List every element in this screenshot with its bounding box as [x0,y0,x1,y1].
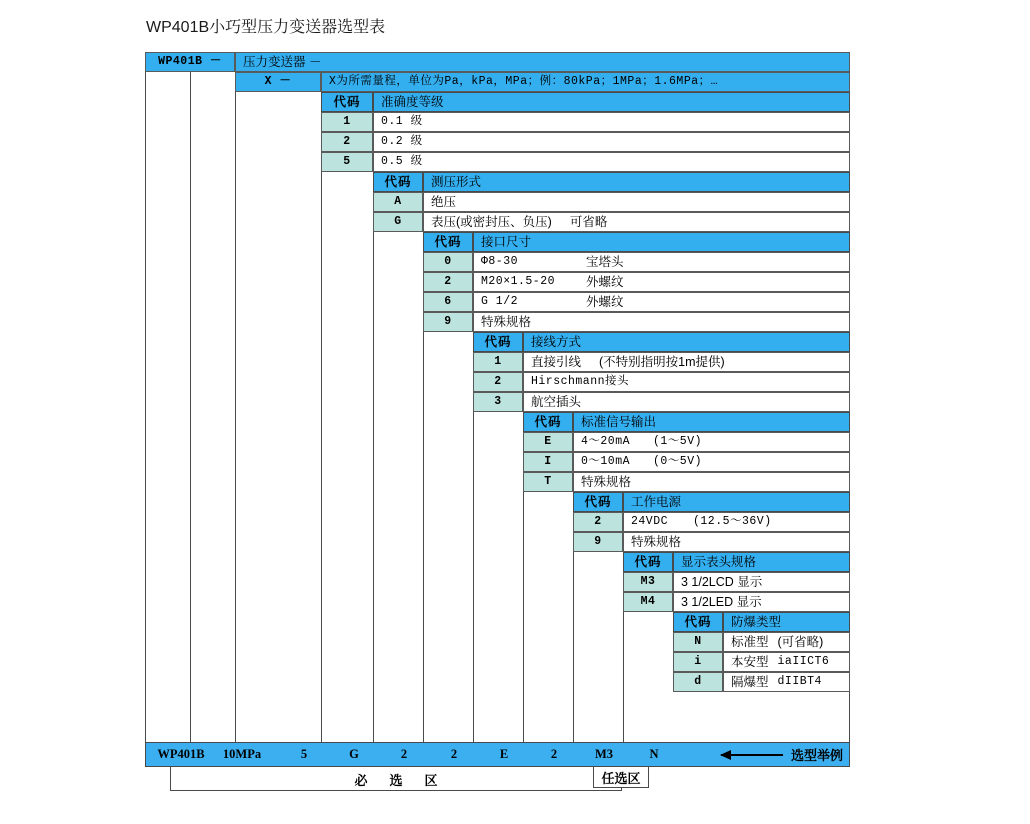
connector-line-interface [373,232,374,742]
cell-range-desc: X为所需量程，单位为Pa，kPa，MPa；例：80kPa；1MPa；1.6MPa；… [321,72,850,92]
header-code-wiring: 代码 [473,332,523,352]
option-desc: 0.5 级 [373,152,850,172]
option-desc: M20×1.5-20 外螺纹 [473,272,850,292]
option-desc: 0～10mA (0～5V) [573,452,850,472]
option-row-display-1 [623,572,850,592]
option-note: 外螺纹 [586,295,624,309]
option-row-presstype-2 [373,212,850,232]
connector-line-power [523,492,524,742]
option-desc: Hirschmann接头 [523,372,850,392]
header-code-pressure-type: 代码 [373,172,423,192]
option-desc: G 1/2 外螺纹 [473,292,850,312]
option-note: 外螺纹 [586,275,624,289]
header-code-interface: 代码 [423,232,473,252]
group-header-accuracy [321,92,850,112]
example-value-presstype: G [349,747,359,761]
connector-line-prefix [145,72,146,742]
header-title-wiring: 接线方式 [523,332,850,352]
option-desc: 航空插头 [523,392,850,412]
option-desc: 标准型 (可省略) [723,632,850,652]
row-model-prefix [145,52,850,72]
option-note: 可省略 [569,215,608,229]
option-desc: 直接引线 (不特别指明按1m提供) [523,352,850,372]
option-code: 2 [573,512,623,532]
option-code: 9 [423,312,473,332]
group-header-wiring [473,332,850,352]
option-row-accuracy-3 [321,152,850,172]
option-desc: 特殊规格 [623,532,850,552]
option-row-presstype-1 [373,192,850,212]
header-code-display: 代码 [623,552,673,572]
option-code: i [673,652,723,672]
option-note: (1～5V) [653,435,703,448]
example-note [721,743,843,766]
group-header-interface-size [423,232,850,252]
option-desc: 本安型 iaIICT6 [723,652,850,672]
connector-line-accuracy [235,92,236,742]
option-code: 9 [573,532,623,552]
option-note: iaIICT6 [777,655,830,668]
option-desc: 24VDC (12.5～36V) [623,512,850,532]
option-desc: 特殊规格 [473,312,850,332]
header-title-explosion: 防爆类型 [723,612,850,632]
option-row-explosion-3 [673,672,850,692]
option-code: N [673,632,723,652]
connector-line-explosion [623,612,624,742]
example-note-label: 选型举例 [790,748,843,763]
option-desc: 特殊规格 [573,472,850,492]
page-title: WP401B小巧型压力变送器选型表 [146,19,386,36]
example-value-accuracy: 5 [300,747,308,761]
option-code: d [673,672,723,692]
connector-line-signal [473,412,474,742]
cell-model-prefix-desc: 压力变送器 － [235,52,850,72]
option-row-accuracy-2 [321,132,850,152]
option-code: 2 [321,132,373,152]
option-desc: 4～20mA (1～5V) [573,432,850,452]
option-code: G [373,212,423,232]
option-code: I [523,452,573,472]
option-code: 2 [423,272,473,292]
option-row-display-2 [623,592,850,612]
option-code: 0 [423,252,473,272]
option-desc: 3 1/2LED 显示 [673,592,850,612]
option-row-power-2 [573,532,850,552]
group-header-pressure-type [373,172,850,192]
header-title-signal: 标准信号输出 [573,412,850,432]
row-range [235,72,850,92]
option-row-accuracy-1 [321,112,850,132]
option-row-interface-4 [423,312,850,332]
header-code-power: 代码 [573,492,623,512]
example-value-interface: 2 [400,747,408,761]
optional-label: 任选区 [593,766,649,788]
group-header-display-head [623,552,850,572]
header-code-explosion: 代码 [673,612,723,632]
option-row-wiring-2 [473,372,850,392]
connector-line-display [573,552,574,742]
option-desc: 绝压 [423,192,850,212]
example-row [145,742,850,767]
option-code: 6 [423,292,473,312]
option-note: (可省略) [777,635,824,649]
option-code: E [523,432,573,452]
left-arrow-icon [721,754,783,756]
example-value-model: WP401B [157,747,205,761]
connector-line-wiring [423,332,424,742]
example-value-explosion: N [649,747,659,761]
option-row-wiring-3 [473,392,850,412]
option-note: 宝塔头 [586,255,624,269]
option-code: M3 [623,572,673,592]
option-row-signal-2 [523,452,850,472]
option-code: T [523,472,573,492]
option-code: M4 [623,592,673,612]
option-code: 5 [321,152,373,172]
example-value-signal: E [499,747,509,761]
option-desc: 表压(或密封压、负压) 可省略 [423,212,850,232]
group-header-power-supply [573,492,850,512]
option-note: (12.5～36V) [693,515,772,528]
model-code-chart [145,52,850,732]
option-desc: 隔爆型 dIIBT4 [723,672,850,692]
mandatory-label: 必选区 [354,773,460,788]
header-title-display: 显示表头规格 [673,552,850,572]
option-row-signal-1 [523,432,850,452]
group-header-signal-output [523,412,850,432]
option-desc: 0.1 级 [373,112,850,132]
connector-line-range [190,72,191,742]
connector-line-presstype [321,172,322,742]
option-note: (不特别指明按1m提供) [599,355,725,369]
option-row-wiring-1 [473,352,850,372]
option-code: 2 [473,372,523,392]
option-row-interface-2 [423,272,850,292]
group-header-explosion-proof [673,612,850,632]
option-desc: 3 1/2LCD 显示 [673,572,850,592]
option-desc: 0.2 级 [373,132,850,152]
cell-range-code: X － [235,72,321,92]
cell-model-prefix-code: WP401B － [145,52,235,72]
option-desc: Φ8-30 宝塔头 [473,252,850,272]
header-code-accuracy: 代码 [321,92,373,112]
option-note: (0～5V) [653,455,703,468]
example-value-range: 10MPa [222,747,262,761]
option-code: A [373,192,423,212]
header-code-signal: 代码 [523,412,573,432]
option-row-signal-3 [523,472,850,492]
option-code: 1 [473,352,523,372]
option-row-explosion-1 [673,632,850,652]
option-row-interface-3 [423,292,850,312]
option-row-explosion-2 [673,652,850,672]
example-value-display: M3 [594,747,614,761]
header-title-accuracy: 准确度等级 [373,92,850,112]
option-row-power-1 [573,512,850,532]
option-note: dIIBT4 [777,675,822,688]
header-title-power: 工作电源 [623,492,850,512]
option-code: 1 [321,112,373,132]
example-value-power: 2 [550,747,558,761]
example-value-wiring: 2 [450,747,458,761]
header-title-interface: 接口尺寸 [473,232,850,252]
option-code: 3 [473,392,523,412]
option-row-interface-1 [423,252,850,272]
header-title-pressure-type: 测压形式 [423,172,850,192]
